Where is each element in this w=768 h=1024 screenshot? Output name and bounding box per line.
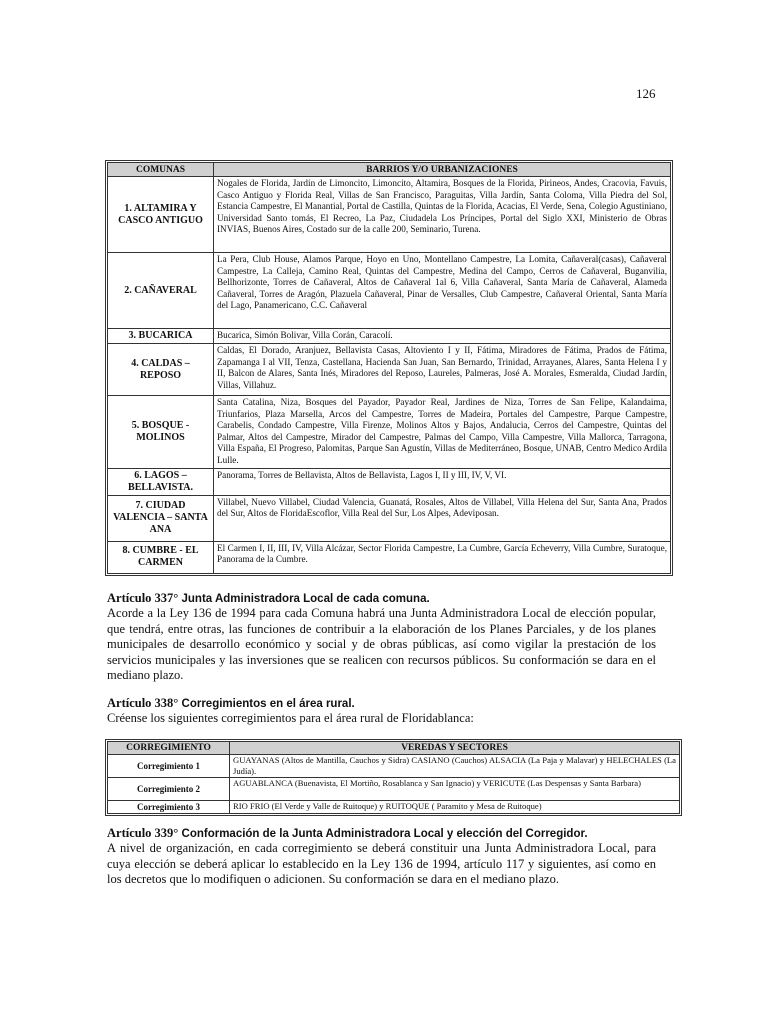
corr-header-row [108,742,680,755]
article-338-title: Corregimientos en el área rural. [181,698,355,710]
corregimiento-veredas: AGUABLANCA (Buenavista, El Mortiño, Rosablanca y San Ignacio) y VERICUTE (Las Despensas y Santa Barbara) [230,778,680,801]
table-row [108,541,671,573]
table-row [108,177,671,253]
table-row [108,344,671,396]
comuna-name: 5. BOSQUE - MOLINOS [108,396,214,469]
comuna-name: 7. CIUDAD VALENCIA – SANTA ANA [108,495,214,541]
comuna-name: 3. BUCARICA [108,329,214,344]
article-337-title: Junta Administradora Local de cada comuna. [181,593,430,605]
comuna-barrios: Bucarica, Simón Bolivar, Villa Corán, Caracolí. [214,329,671,344]
page-number: 126 [636,86,656,101]
comuna-barrios: La Pera, Club House, Alamos Parque, Hoyo en Uno, Montellano Campestre, La Lomita, Cañaveral(casas), Cañaveral Campestre, La Calleja, Camino Real, Quintas del Campestre, Medina del Campo, Cerros de Cañaveral, Buganvilia, Bellhorizonte, Torres de Cañaveral, Altos de Cañaveral 1al 6, Villa Cañaveral, Santa María de Cañaveral, Alameda Cañaveral, Torres de Aragón, Plazuela Cañaveral, Pinar de Versalles, Club Campestre, Cañaveral Oriental, Santa María del Lago, Panamericano, C.C. Cañaveral [214,253,671,329]
article-337-heading [107,591,430,606]
corregimiento-name: Corregimiento 2 [108,778,230,801]
table-row [108,468,671,495]
comuna-barrios: Nogales de Florida, Jardín de Limoncito, Limoncito, Altamira, Bosques de la Florida, Pirineos, Andes, Cracovia, Favuis, Casco Antiguo y Florida Real, Villas de San Francisco, Paraguitas, Villa Jardín, Santa Coloma, Villa Piedra del Sol, Estancia Campestre, El Manantial, Portal de Castilla, Quintas de la Florida, Acacias, El Verde, Sena, Colegio Agustiniano, Universidad Santo tomás, El Recreo, La Paz, Ciudadela Los Príncipes, Portal del Siglo XXI, Ministerio de Obras INVIAS, Buenos Aires, Costado sur de la calle 200, Seminario, Turena. [214,177,671,253]
article-337-number: Artículo 337° [107,591,179,605]
table-row [108,801,680,814]
article-338-heading [107,696,355,711]
corregimiento-header: CORREGIMIENTO [108,742,230,755]
article-339-title: Conformación de la Junta Administradora Local y elección del Corregidor. [181,828,588,840]
corregimiento-veredas: RIO FRIO (El Verde y Valle de Ruitoque) y RUITOQUE ( Paramito y Mesa de Ruitoque) [230,801,680,814]
comuna-name: 1. ALTAMIRA Y CASCO ANTIGUO [108,177,214,253]
comuna-name: 6. LAGOS – BELLAVISTA. [108,468,214,495]
corregimiento-name: Corregimiento 3 [108,801,230,814]
comunas-header-row [108,163,671,177]
corregimiento-veredas: GUAYANAS (Altos de Mantilla, Cauchos y Sidra) CASIANO (Cauchos) ALSACIA (La Paja y Malavar) y HELECHALES (La Judía). [230,755,680,778]
comuna-barrios: Santa Catalina, Niza, Bosques del Payador, Payador Real, Jardines de Niza, Torres de San Felipe, Kalandaima, Triunfarios, Plaza Marsella, Arcos del Campestre, Torres de Madeira, Portales del Campestre, Parque Campestre, Carabelis, Condado Campestre, Villa Firenze, Molinos Altos y Bajos, Andalucia, Cerros del Campestre, Quintas del Palmar, Altos del Campestre, Mirador del Campestre, Palmas del Campo, Villa Campestre, Villa Mallorca, Tarragona, Villa España, El Progreso, Palomitas, Parque San Agustín, Villas de Mediterráneo, Bosque, UNAB, Centro Medico Ardila Lulle. [214,396,671,469]
comuna-name: 4. CALDAS – REPOSO [108,344,214,396]
veredas-header: VEREDAS Y SECTORES [230,742,680,755]
table-row [108,329,671,344]
corregimientos-table [107,741,680,814]
barrios-header: BARRIOS Y/O URBANIZACIONES [214,163,671,177]
article-338-body: Créense los siguientes corregimientos para el área rural de Floridablanca: [107,711,474,725]
table-row [108,778,680,801]
table-row [108,396,671,469]
article-338-number: Artículo 338° [107,696,179,710]
corregimiento-name: Corregimiento 1 [108,755,230,778]
comuna-barrios: Panorama, Torres de Bellavista, Altos de Bellavista, Lagos I, II y III, IV, V, VI. [214,468,671,495]
table-row [108,495,671,541]
comunas-table [107,162,671,574]
comuna-name: 8. CUMBRE - EL CARMEN [108,541,214,573]
comuna-name: 2. CAÑAVERAL [108,253,214,329]
article-339-heading [107,826,588,841]
article-339-number: Artículo 339° [107,826,179,840]
article-339-body: A nivel de organización, en cada corregimiento se deberá constituir una Junta Administradora Local, para cuya elección se deberá aplicar lo establecido en la Ley 136 de 1994, artículo 117 y siguientes, así como en los decretos que lo modifiquen o adicionen. Su conformación se dara en el mediano plazo. [107,841,656,887]
comuna-barrios: El Carmen I, II, III, IV, Villa Alcázar, Sector Florida Campestre, La Cumbre, García Echeverry, Villa Cumbre, Suratoque, Panorama de la Cumbre. [214,541,671,573]
comuna-barrios: Villabel, Nuevo Villabel, Ciudad Valencia, Guanatá, Rosales, Altos de Villabel, Villa Helena del Sur, Santa Ana, Prados del Sur, Altos de FloridaEscoflor, Villa Real del Sur, Los Alpes, Adeviposan. [214,495,671,541]
table-row [108,253,671,329]
article-337-body: Acorde a la Ley 136 de 1994 para cada Comuna habrá una Junta Administradora Local de elección popular, que tendrá, entre otras, las funciones de contribuir a la elaboración de los Planes Parciales, y de los planes municipales de desarrollo económico y social y de obras públicas, así como vigilar la prestación de los servicios municipales y las inversiones que se realicen con recursos públicos. Su conformación se dara en el mediano plazo. [107,606,656,683]
comunas-header: COMUNAS [108,163,214,177]
table-row [108,755,680,778]
comuna-barrios: Caldas, El Dorado, Aranjuez, Bellavista Casas, Altoviento I y II, Fátima, Miradores de Fátima, Prados de Fátima, Zapamanga I al VII, Tenza, Castellana, Hacienda San Juan, San Bernardo, Trinidad, Arrayanes, Alares, Santa Helena I y II, Balcon de Alares, Santa Inés, Miradores del Reposo, Laureles, Palmeras, José A. Morales, Esmeralda, Ciudad Jardín, Villas, Villahuz. [214,344,671,396]
